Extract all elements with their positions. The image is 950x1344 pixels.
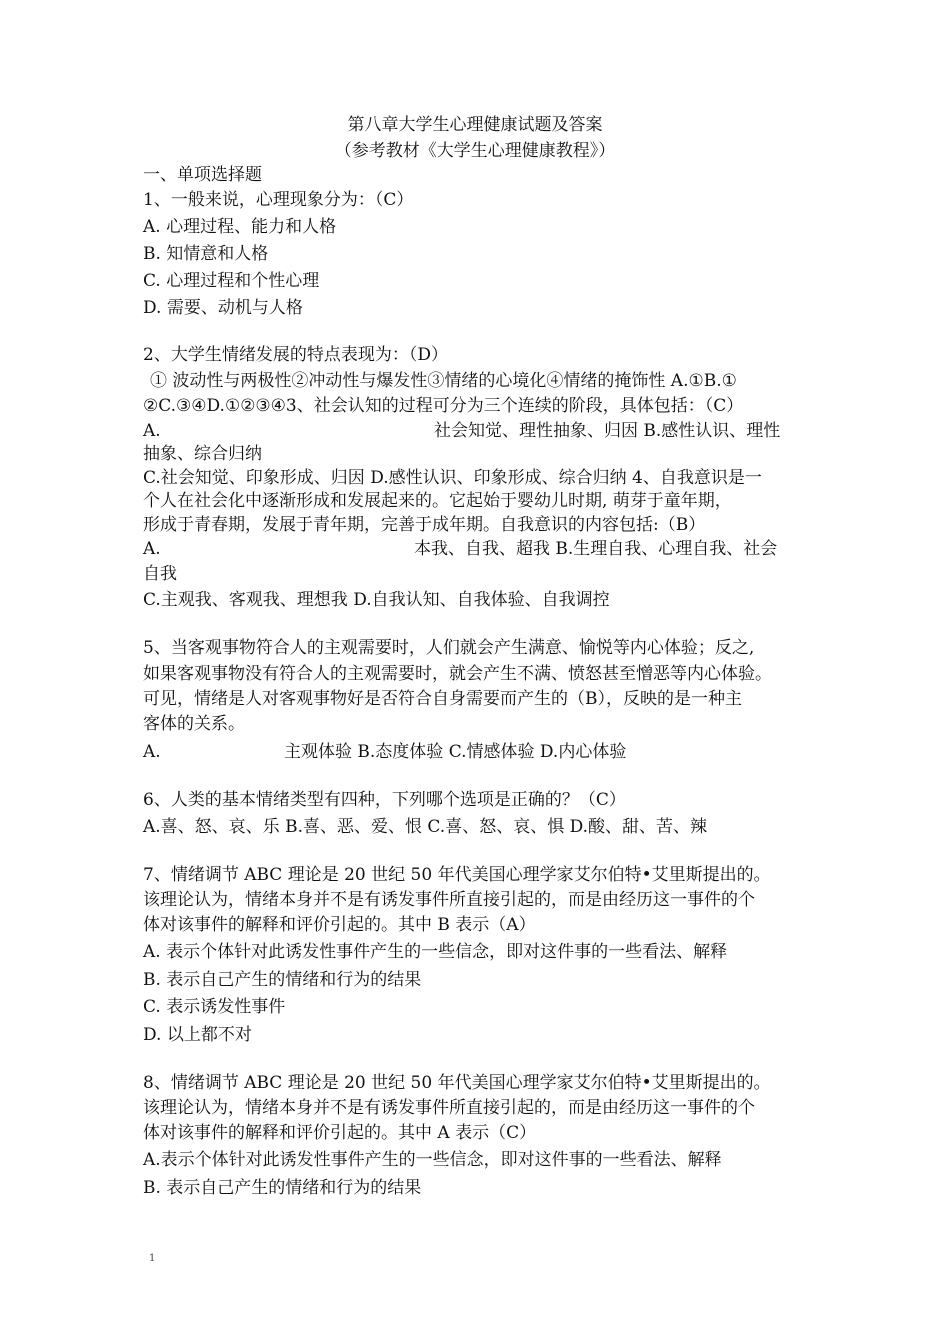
q1-option-b: B. 知情意和人格 (143, 244, 269, 264)
q8-line-3: 体对该事件的解释和评价引起的。其中 A 表示（C） (143, 1123, 537, 1143)
q7-option-a: A. 表示个体针对此诱发性事件产生的一些信念，即对这件事的一些看法、解释 (143, 942, 728, 962)
page-number: 1 (149, 1253, 156, 1264)
q2-line-2: ②C.③④D.①②③④3、社会认知的过程可分为三个连续的阶段，具体包括：（C） (143, 396, 744, 416)
q5-option-a-label: A. (143, 742, 161, 762)
q7-option-d: D. 以上都不对 (143, 1025, 252, 1045)
q6-stem: 6、人类的基本情绪类型有四种，下列哪个选项是正确的？（C） (143, 790, 626, 810)
q6-options: A.喜、怒、哀、乐 B.喜、恶、爱、恨 C.喜、怒、哀、惧 D.酸、甜、苦、辣 (143, 817, 708, 837)
q5-line-4: 客体的关系。 (143, 714, 245, 734)
q4-line-cont: 自我 (143, 564, 177, 584)
q3-option-a-label: A. (143, 421, 161, 441)
q7-line-3: 体对该事件的解释和评价引起的。其中 B 表示（A） (143, 915, 536, 935)
q5-line-1: 5、当客观事物符合人的主观需要时，人们就会产生满意、愉悦等内心体验；反之, (143, 638, 755, 658)
q7-option-b: B. 表示自己产生的情绪和行为的结果 (143, 970, 422, 990)
q1-stem: 1、一般来说，心理现象分为：（C） (143, 190, 414, 210)
q3-option-a-text: 社会知觉、理性抽象、归因 B.感性认识、理性 (434, 421, 781, 441)
q4-line-2: 形成于青春期，发展于青年期，完善于成年期。自我意识的内容包括:（B） (143, 515, 706, 535)
q8-line-1: 8、情绪调节 ABC 理论是 20 世纪 50 年代美国心理学家艾尔伯特•艾里斯提出的。 (143, 1073, 771, 1093)
q7-option-c: C. 表示诱发性事件 (143, 997, 286, 1017)
q5-line-2: 如果客观事物没有符合人的主观需要时，就会产生不满、愤怒甚至憎恶等内心体验。 (143, 664, 772, 684)
section-heading: 一、单项选择题 (143, 165, 262, 185)
q2-line-1: ① 波动性与两极性②冲动性与爆发性③情绪的心境化④情绪的掩饰性 A.①B.① (150, 371, 737, 391)
q4-line-1: 个人在社会化中逐渐形成和发展起来的。它起始于婴幼儿时期, 萌芽于童年期， (143, 491, 732, 511)
q4-option-a-label: A. (143, 539, 161, 559)
doc-title: 第八章大学生心理健康试题及答案 (347, 115, 603, 135)
q3-line-3: C.社会知觉、印象形成、归因 D.感性认识、印象形成、综合归纳 4、自我意识是一 (143, 468, 762, 488)
doc-subtitle: （参考教材《大学生心理健康教程》） (334, 141, 616, 161)
q4-option-a-text: 本我、自我、超我 B.生理自我、心理自我、社会 (414, 539, 778, 559)
q8-line-2: 该理论认为，情绪本身并不是有诱发事件所直接引起的，而是由经历这一事件的个 (143, 1098, 755, 1118)
q7-line-2: 该理论认为，情绪本身并不是有诱发事件所直接引起的，而是由经历这一事件的个 (143, 890, 755, 910)
q8-option-b: B. 表示自己产生的情绪和行为的结果 (143, 1178, 422, 1198)
q1-option-a: A. 心理过程、能力和人格 (143, 217, 337, 237)
q5-options-text: 主观体验 B.态度体验 C.情感体验 D.内心体验 (284, 742, 627, 762)
q1-option-c: C. 心理过程和个性心理 (143, 271, 320, 291)
q4-line-5: C.主观我、客观我、理想我 D.自我认知、自我体验、自我调控 (143, 590, 610, 610)
q5-line-3: 可见，情绪是人对客观事物好是否符合自身需要而产生的（B），反映的是一种主 (143, 689, 742, 709)
q8-option-a: A.表示个体针对此诱发性事件产生的一些信念，即对这件事的一些看法、解释 (143, 1150, 722, 1170)
q2-stem: 2、大学生情绪发展的特点表现为：（D） (143, 345, 448, 365)
q3-line-cont: 抽象、综合归纳 (143, 444, 262, 464)
q7-line-1: 7、情绪调节 ABC 理论是 20 世纪 50 年代美国心理学家艾尔伯特•艾里斯提出的。 (143, 865, 771, 885)
q1-option-d: D. 需要、动机与人格 (143, 298, 303, 318)
